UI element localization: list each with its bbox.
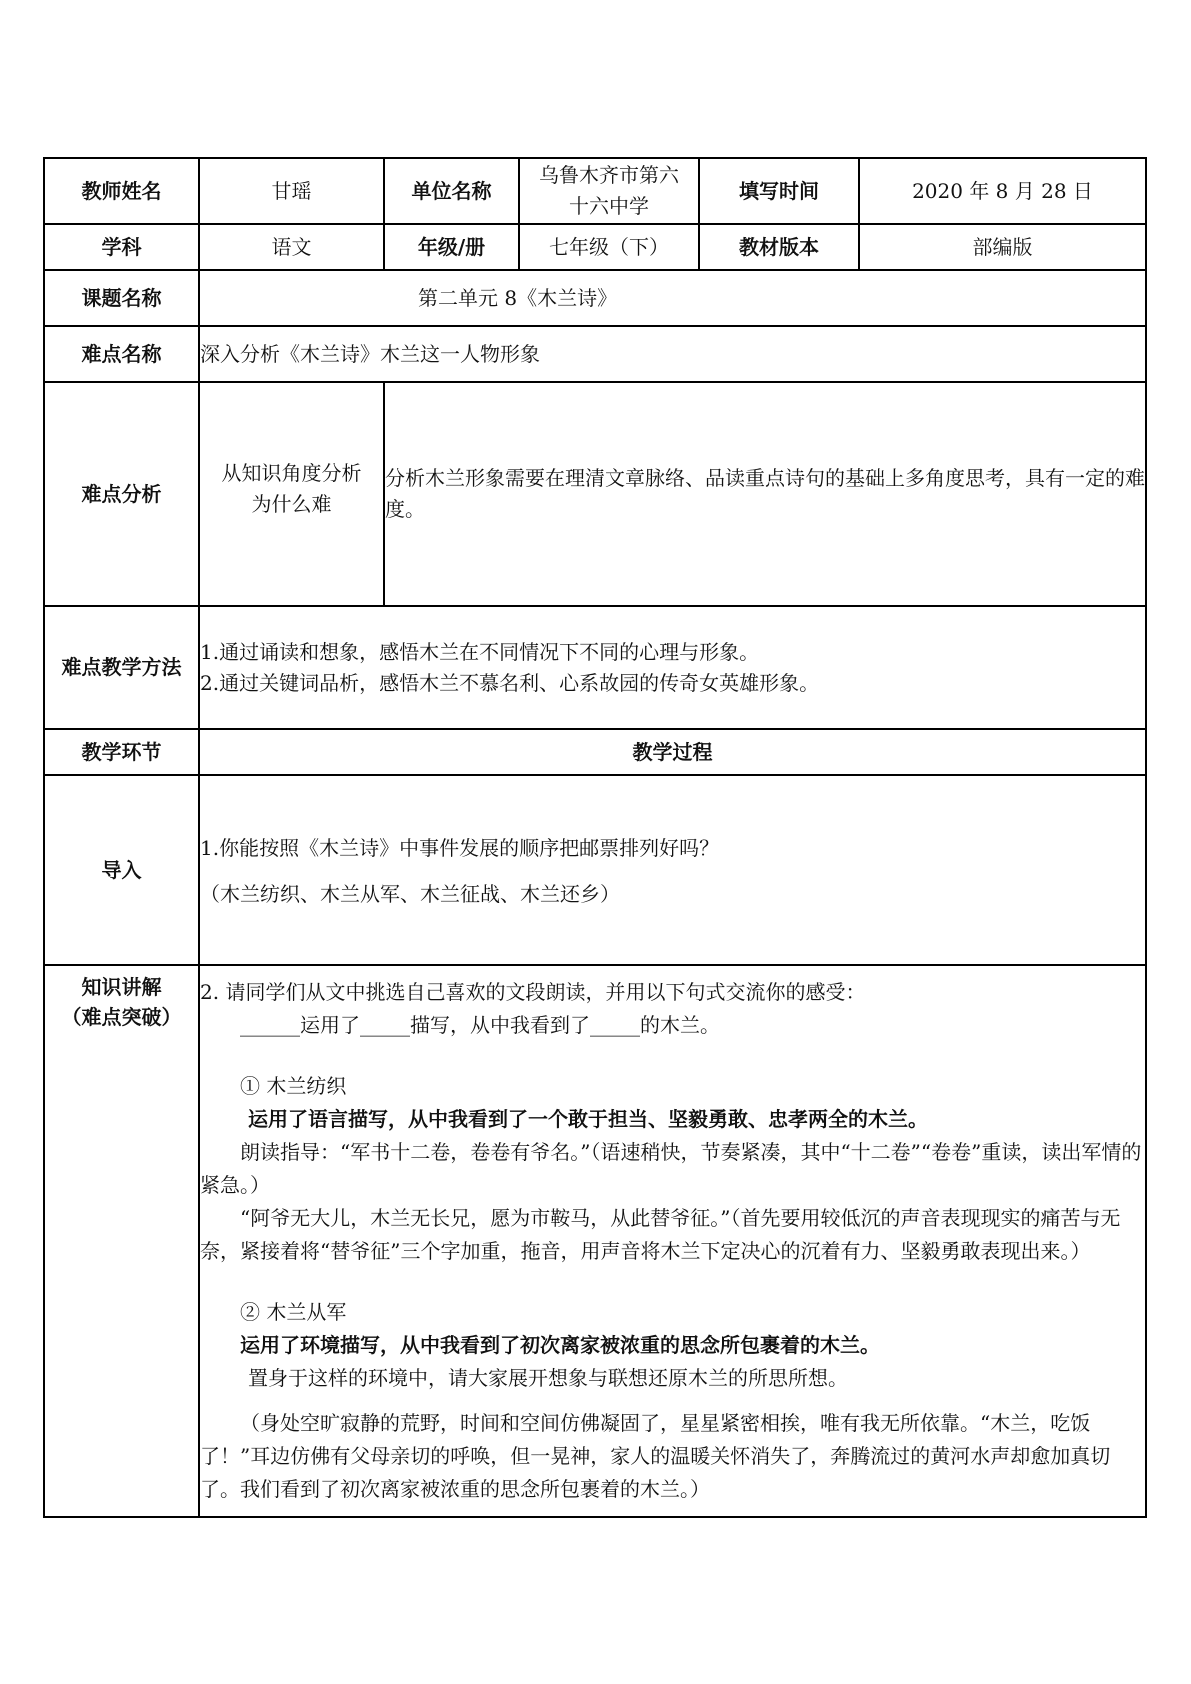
intro-answer: （木兰纺织、木兰从军、木兰征战、木兰还乡） <box>200 881 620 906</box>
edition-label: 教材版本 <box>699 224 859 270</box>
row-knowledge <box>44 965 1146 1517</box>
unit-value-line2: 十六中学 <box>569 194 649 218</box>
section2-summary: 运用了环境描写，从中我看到了初次离家被浓重的思念所包裹着的木兰。 <box>240 1333 880 1357</box>
edition-value: 部编版 <box>859 224 1146 270</box>
analysis-sub-label-line2: 为什么难 <box>251 492 332 516</box>
intro-label: 导入 <box>44 775 199 965</box>
section2-prompt: 置身于这样的环境中，请大家展开想象与联想还原木兰的所思所想。 <box>248 1366 848 1390</box>
subject-value: 语文 <box>199 224 384 270</box>
method-label: 难点教学方法 <box>44 606 199 729</box>
method-item-1: 1.通过诵读和想象，感悟木兰在不同情况下不同的心理与形象。 <box>200 639 760 664</box>
unit-value <box>519 158 699 224</box>
knowledge-label <box>44 965 199 1517</box>
analysis-label: 难点分析 <box>44 382 199 606</box>
section1-title: ① 木兰纺织 <box>240 1074 347 1098</box>
row-topic <box>44 270 1146 326</box>
row-intro <box>44 775 1146 965</box>
row-difficulty <box>44 326 1146 382</box>
section2-title: ② 木兰从军 <box>240 1300 347 1324</box>
row-process-header <box>44 729 1146 775</box>
analysis-sub-label-line1: 从知识角度分析 <box>221 461 362 485</box>
spacer <box>200 1395 1145 1407</box>
row-analysis <box>44 382 1146 606</box>
teacher-label: 教师姓名 <box>44 158 199 224</box>
process-title: 教学过程 <box>199 729 1146 775</box>
knowledge-content <box>199 965 1146 1517</box>
section1-quote-analysis: “阿爷无大儿，木兰无长兄，愿为市鞍马，从此替爷征。”（首先要用较低沉的声音表现现实的痛苦与无奈，紧接着将“替爷征”三个字加重，拖音，用声音将木兰下定决心的沉着有力、坚毅勇敢表现出来。） <box>200 1206 1121 1263</box>
row-subject-info <box>44 224 1146 270</box>
lesson-plan-table <box>43 157 1147 1518</box>
difficulty-label: 难点名称 <box>44 326 199 382</box>
knowledge-label-line2: （难点突破） <box>61 1005 182 1029</box>
topic-label: 课题名称 <box>44 270 199 326</box>
intro-question: 1.你能按照《木兰诗》中事件发展的顺序把邮票排列好吗？ <box>200 835 720 860</box>
section1-reading-guide: 朗读指导：“军书十二卷，卷卷有爷名。”（语速稍快，节奏紧凑，其中“十二卷”“卷卷”重读，读出军情的紧急。） <box>200 1140 1142 1197</box>
method-text <box>199 606 1146 729</box>
spacer <box>200 1042 1145 1070</box>
subject-label: 学科 <box>44 224 199 270</box>
section1-summary: 运用了语言描写，从中我看到了一个敢于担当、坚毅勇敢、忠孝两全的木兰。 <box>248 1107 928 1131</box>
row-method <box>44 606 1146 729</box>
grade-value: 七年级（下） <box>519 224 699 270</box>
spacer <box>200 1268 1145 1296</box>
analysis-text: 分析木兰形象需要在理清文章脉络、品读重点诗句的基础上多角度思考，具有一定的难度。 <box>384 382 1146 606</box>
analysis-sub-label <box>199 382 384 606</box>
teacher-value: 甘瑶 <box>199 158 384 224</box>
unit-label: 单位名称 <box>384 158 519 224</box>
topic-value: 第二单元 8《木兰诗》 <box>199 270 1146 326</box>
date-value: 2020 年 8 月 28 日 <box>859 158 1146 224</box>
section2-imagination: （身处空旷寂静的荒野，时间和空间仿佛凝固了，星星紧密相挨，唯有我无所依靠。“木兰，吃饭了！”耳边仿佛有父母亲切的呼唤，但一晃神，家人的温暖关怀消失了，奔腾流过的黄河水声却愈加真切了。我们看到了初次离家被浓重的思念所包裹着的木兰。） <box>200 1411 1111 1501</box>
grade-label: 年级/册 <box>384 224 519 270</box>
method-item-2: 2.通过关键词品析，感悟木兰不慕名利、心系故园的传奇女英雄形象。 <box>200 670 820 695</box>
process-stage-label: 教学环节 <box>44 729 199 775</box>
row-teacher-info <box>44 158 1146 224</box>
knowledge-prompt: 2. 请同学们从文中挑选自己喜欢的文段朗读，并用以下句式交流你的感受： <box>200 980 866 1004</box>
knowledge-template: ______运用了_____描写，从中我看到了_____的木兰。 <box>240 1013 720 1037</box>
date-label: 填写时间 <box>699 158 859 224</box>
difficulty-value: 深入分析《木兰诗》木兰这一人物形象 <box>199 326 1146 382</box>
knowledge-label-line1: 知识讲解 <box>81 975 162 999</box>
unit-value-line1: 乌鲁木齐市第六 <box>539 163 679 187</box>
intro-content <box>199 775 1146 965</box>
